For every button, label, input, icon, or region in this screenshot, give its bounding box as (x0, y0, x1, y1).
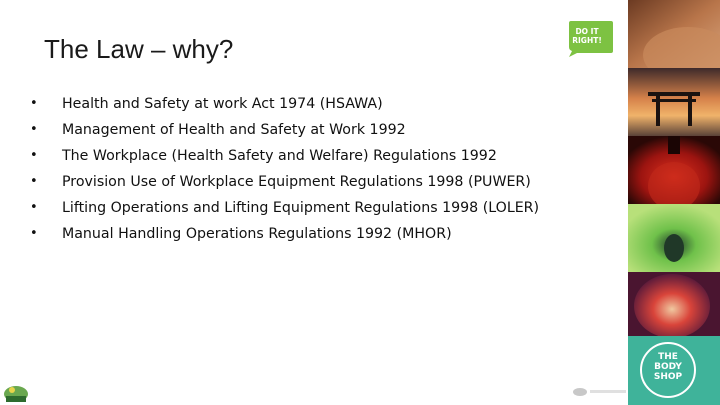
logo-line: SHOP (653, 372, 683, 382)
bullet-text: Lifting Operations and Lifting Equipment Regulations 1998 (LOLER) (62, 200, 540, 216)
bullet-text: Manual Handling Operations Regulations 1992 (MHOR) (62, 226, 452, 242)
corner-logo-icon (2, 382, 30, 404)
bullet-marker: • (30, 96, 38, 111)
bullet-marker: • (30, 148, 38, 163)
badge-line: DO IT (575, 27, 599, 36)
bullet-text: Management of Health and Safety at Work 1992 (62, 122, 406, 138)
bullet-text: The Workplace (Health Safety and Welfare) Regulations 1992 (62, 148, 497, 164)
bullet-text: Provision Use of Workplace Equipment Regulations 1998 (PUWER) (62, 174, 531, 190)
logo-line: THE (658, 352, 678, 362)
bullet-marker: • (30, 122, 38, 137)
bullet-marker: • (30, 174, 38, 189)
bullet-text: Health and Safety at work Act 1974 (HSAWA) (62, 96, 383, 112)
body-shop-logo (643, 352, 693, 382)
bullet-marker: • (30, 200, 38, 215)
slide-title: The Law – why? (44, 34, 234, 64)
logo-line: BODY (654, 362, 682, 372)
fig-fruit-image (628, 272, 720, 338)
footer-watermark-icon (572, 386, 628, 398)
torii-gate-sunset-image (628, 68, 720, 136)
bullet-marker: • (30, 226, 38, 241)
do-it-right-badge (567, 27, 607, 45)
green-sea-creature-image (628, 204, 720, 272)
badge-line: RIGHT! (572, 36, 602, 45)
red-bottle-image (628, 136, 720, 210)
image-strip (628, 0, 720, 405)
